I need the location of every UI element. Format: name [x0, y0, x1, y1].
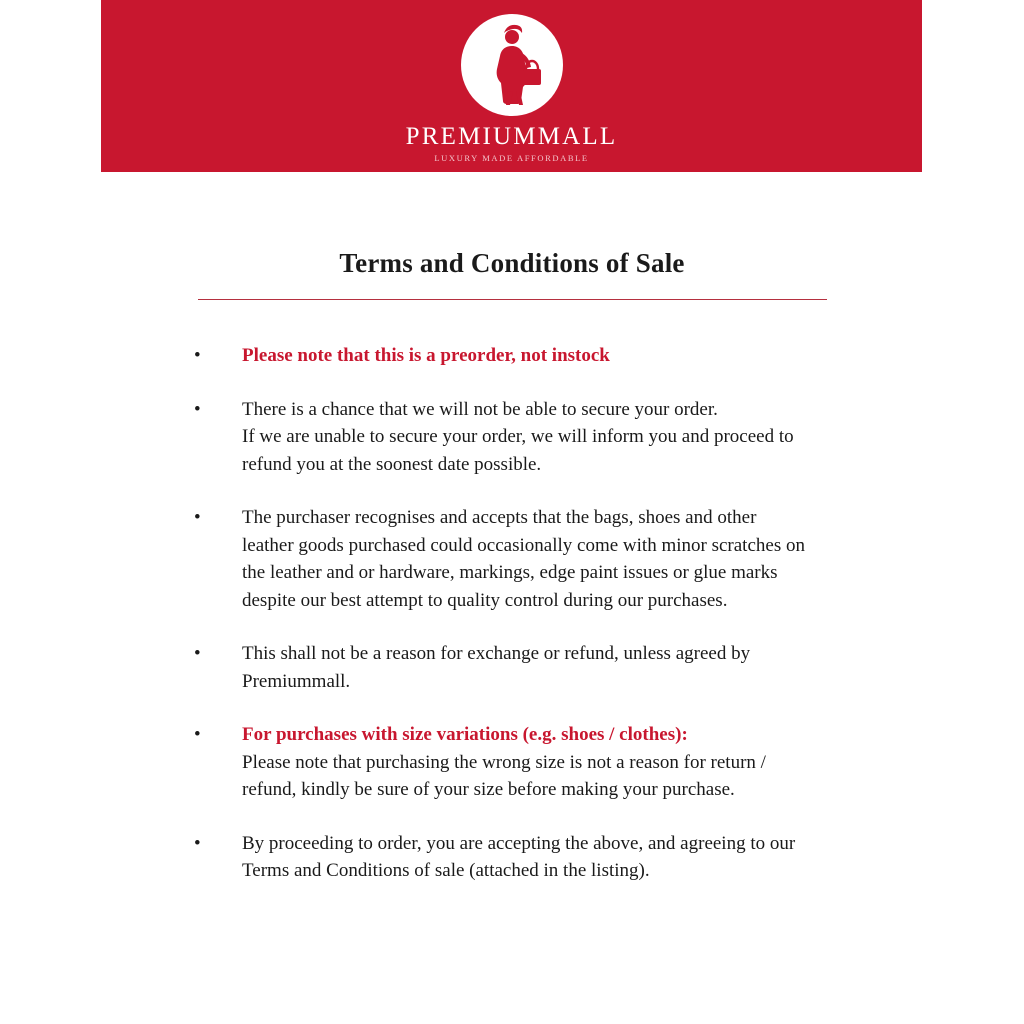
list-item-line: By proceeding to order, you are accepting the above, and agreeing to our — [242, 832, 796, 854]
list-item-line: Please note that this is a preorder, not instock — [242, 345, 610, 366]
list-item-body — [242, 342, 855, 370]
list-item — [190, 830, 855, 885]
list-item — [190, 721, 855, 804]
bullet-marker: • — [194, 398, 201, 420]
list-item-line: Please note that purchasing the wrong size is not a reason for return / — [242, 751, 766, 773]
list-item-line: leather goods purchased could occasionally come with minor scratches on — [242, 534, 805, 556]
bullet-marker: • — [194, 507, 201, 528]
brand-logo — [406, 14, 618, 163]
bullet-marker: • — [194, 345, 201, 366]
list-item-line: If we are unable to secure your order, we will inform you and proceed to — [242, 426, 794, 447]
bullet-marker: • — [194, 832, 201, 854]
list-item — [190, 396, 855, 479]
list-item-body — [242, 396, 855, 479]
list-item-line: the leather and or hardware, markings, edge paint issues or glue marks — [242, 562, 778, 583]
title-divider — [198, 299, 827, 300]
list-item-line: refund you at the soonest date possible. — [242, 453, 542, 475]
list-item-line: There is a chance that we will not be able to secure your order. — [242, 398, 718, 420]
list-item-line: refund, kindly be sure of your size before making your purchase. — [242, 779, 735, 800]
bullet-marker: • — [194, 724, 201, 745]
list-item-line: despite our best attempt to quality control during our purchases. — [242, 589, 728, 611]
list-item-line: This shall not be a reason for exchange or refund, unless agreed by — [242, 643, 751, 664]
list-item-line: Premiummall. — [242, 670, 351, 692]
list-item — [190, 640, 855, 695]
brand-header-banner — [101, 0, 922, 172]
list-item-line: The purchaser recognises and accepts that the bags, shoes and other — [242, 507, 757, 528]
list-item-body — [242, 640, 855, 695]
list-item — [190, 504, 855, 614]
list-item-body — [242, 830, 855, 885]
page-title: Terms and Conditions of Sale — [339, 248, 685, 278]
brand-wordmark: PREMIUMMALL — [405, 122, 618, 150]
woman-with-handbag-icon — [461, 14, 563, 116]
terms-list — [190, 342, 855, 908]
list-item-body — [242, 504, 855, 614]
list-item — [190, 342, 855, 370]
list-item-body — [242, 721, 855, 804]
list-item-heading: For purchases with size variations (e.g. shoes / clothes): — [242, 724, 688, 745]
list-item-line: Terms and Conditions of sale (attached in the listing). — [242, 860, 650, 881]
bullet-marker: • — [194, 643, 201, 664]
brand-tagline: LUXURY MADE AFFORDABLE — [434, 152, 589, 163]
